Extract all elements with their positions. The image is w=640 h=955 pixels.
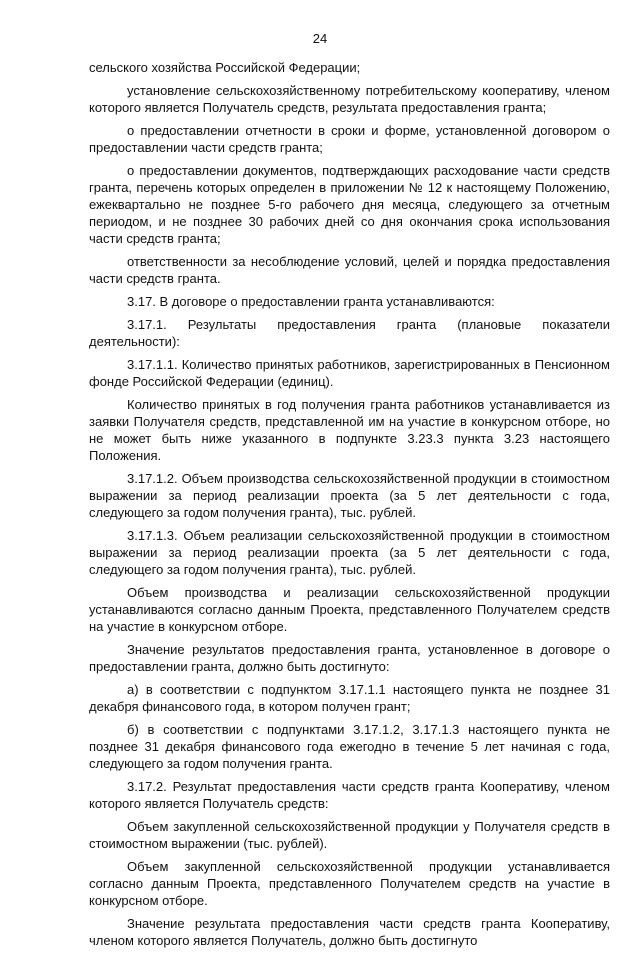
paragraph: Объем закупленной сельскохозяйственной продукции у Получателя средств в стоимостном выражении (тыс. рублей). <box>89 819 610 851</box>
paragraph: Объем производства и реализации сельскохозяйственной продукции устанавливаются согласно данным Проекта, представленного Получателем средств на участие в конкурсном отборе. <box>89 585 610 634</box>
paragraph: 3.17.2. Результат предоставления части средств гранта Кооперативу, членом которого является Получатель средств: <box>89 779 610 811</box>
paragraph: Объем закупленной сельскохозяйственной продукции устанавливается согласно данным Проекта, представленного Получателем средств на участие в конкурсном отборе. <box>89 859 610 908</box>
paragraph: ответственности за несоблюдение условий, целей и порядка предоставления части средств гранта. <box>89 254 610 286</box>
paragraph: о предоставлении документов, подтверждающих расходование части средств гранта, перечень которых определен в приложении № 12 к настоящему Положению, ежеквартально не позднее 5-го рабочего дня месяца, следующего за отчетным периодом, и не позднее 30 рабочих дней со дня окончания срока использования части средств гранта; <box>89 163 610 246</box>
list-item: б) в соответствии с подпунктами 3.17.1.2, 3.17.1.3 настоящего пункта не позднее 31 декабря финансового года ежегодно в течение 5 лет начиная с года, следующего за годом получения гранта. <box>89 722 610 771</box>
paragraph: Значение результатов предоставления гранта, установленное в договоре о предоставлении гранта, должно быть достигнуто: <box>89 642 610 674</box>
paragraph: 3.17.1. Результаты предоставления гранта (плановые показатели деятельности): <box>89 317 610 349</box>
paragraph: 3.17.1.1. Количество принятых работников, зарегистрированных в Пенсионном фонде Российской Федерации (единиц). <box>89 357 610 389</box>
section-heading: 3.17. В договоре о предоставлении гранта устанавливаются: <box>127 294 495 309</box>
list-item: а) в соответствии с подпунктом 3.17.1.1 настоящего пункта не позднее 31 декабря финансового года, в котором получен грант; <box>89 682 610 714</box>
paragraph: о предоставлении отчетности в сроки и форме, установленной договором о предоставлении части средств гранта; <box>89 123 610 155</box>
paragraph: Количество принятых в год получения гранта работников устанавливается из заявки Получателя средств, представленной им на участие в конкурсном отборе, но не может быть ниже указанного в подпункте 3.23.3 пункта 3.23 настоящего Положения. <box>89 397 610 463</box>
page-number: 24 <box>312 31 328 46</box>
paragraph: 3.17.1.3. Объем реализации сельскохозяйственной продукции в стоимостном выражении за период реализации проекта (за 5 лет деятельности с года, следующего за годом получения гранта), тыс. рублей. <box>89 528 610 577</box>
paragraph: установление сельскохозяйственному потребительскому кооперативу, членом которого является Получатель средств, результата предоставления гранта; <box>89 83 610 115</box>
paragraph: 3.17.1.2. Объем производства сельскохозяйственной продукции в стоимостном выражении за период реализации проекта (за 5 лет деятельности с года, следующего за годом получения гранта), тыс. рублей. <box>89 471 610 520</box>
paragraph: сельского хозяйства Российской Федерации; <box>89 60 361 75</box>
document-body <box>89 59 610 955</box>
paragraph: Значение результата предоставления части средств гранта Кооперативу, членом которого является Получатель, должно быть достигнуто <box>89 916 610 948</box>
